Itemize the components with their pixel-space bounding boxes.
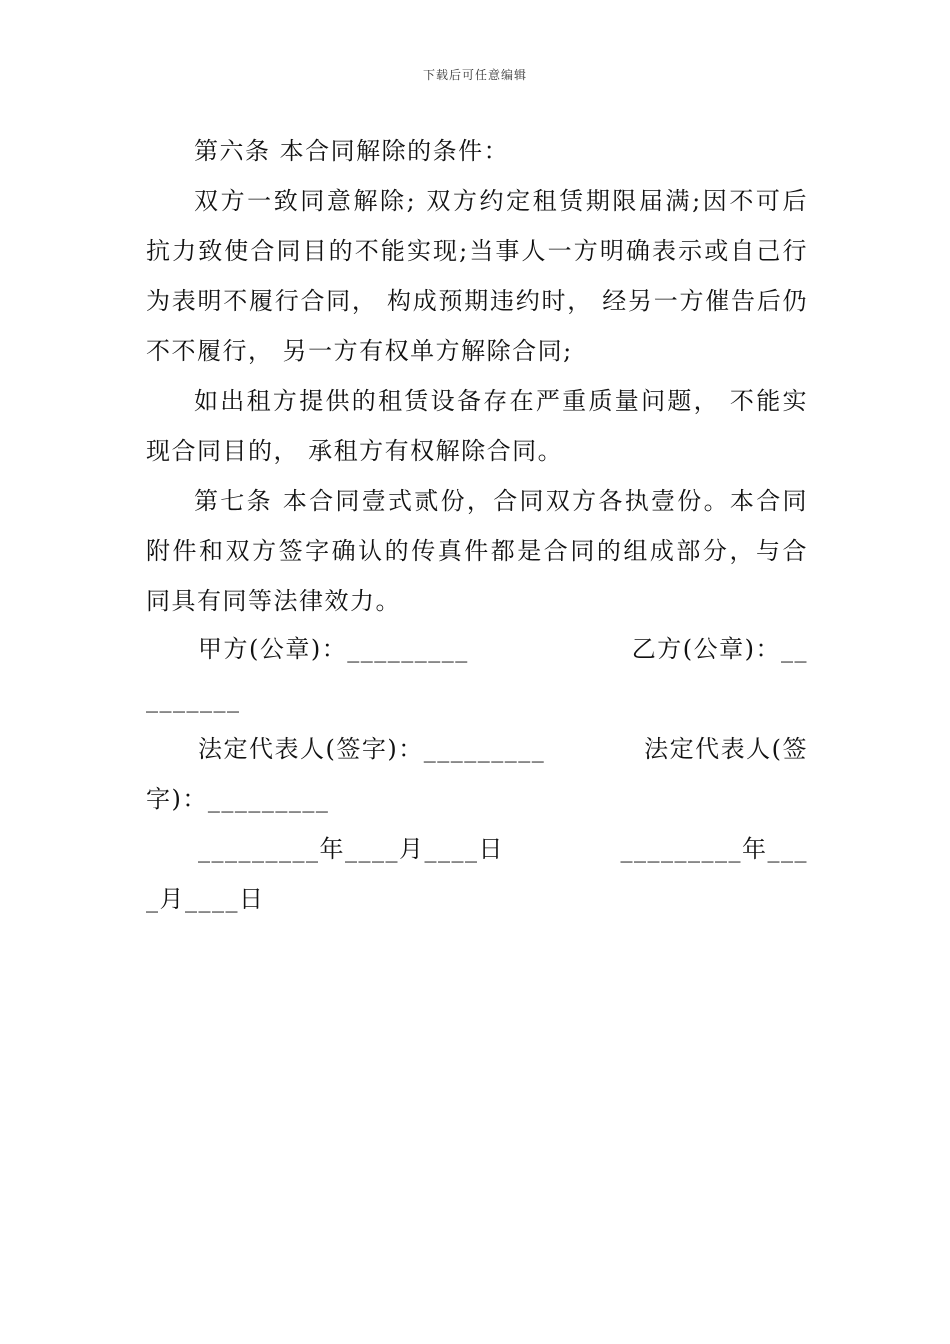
party-b-seal: 乙方(公章)：__: [631, 635, 808, 663]
party-a-date: _________年____月____日: [198, 835, 504, 863]
article-six-title: 第六条 本合同解除的条件：: [194, 137, 510, 165]
party-b-date-continued: _月____日: [146, 885, 265, 913]
header-note: 下载后可任意编辑: [422, 68, 527, 82]
article-seven: 第七条 本合同壹式贰份，合同双方各执壹份。本合同附件和双方签字确认的传真件都是合同的组成部分，与合同具有同等法律效力。: [146, 487, 808, 615]
party-b-representative-continued: 字)：_________: [146, 785, 330, 813]
party-b-date: _________年___: [620, 835, 808, 863]
party-a-seal: 甲方(公章)：_________: [198, 635, 469, 663]
party-b-seal-continued: _______: [146, 685, 241, 713]
article-six-clause-1: 双方一致同意解除; 双方约定租赁期限届满;因不可后抗力致使合同目的不能实现;当事人一方明确表示或自己行为表明不履行合同， 构成预期违约时， 经另一方催告后仍不不履行， 另一方有权单方解除合同;: [146, 187, 808, 365]
party-b-representative: 法定代表人(签: [644, 735, 808, 763]
article-six-clause-2: 如出租方提供的租赁设备存在严重质量问题， 不能实现合同目的， 承租方有权解除合同。: [146, 387, 808, 465]
party-a-representative: 法定代表人(签字)：_________: [198, 735, 546, 763]
contract-body: [146, 126, 808, 626]
